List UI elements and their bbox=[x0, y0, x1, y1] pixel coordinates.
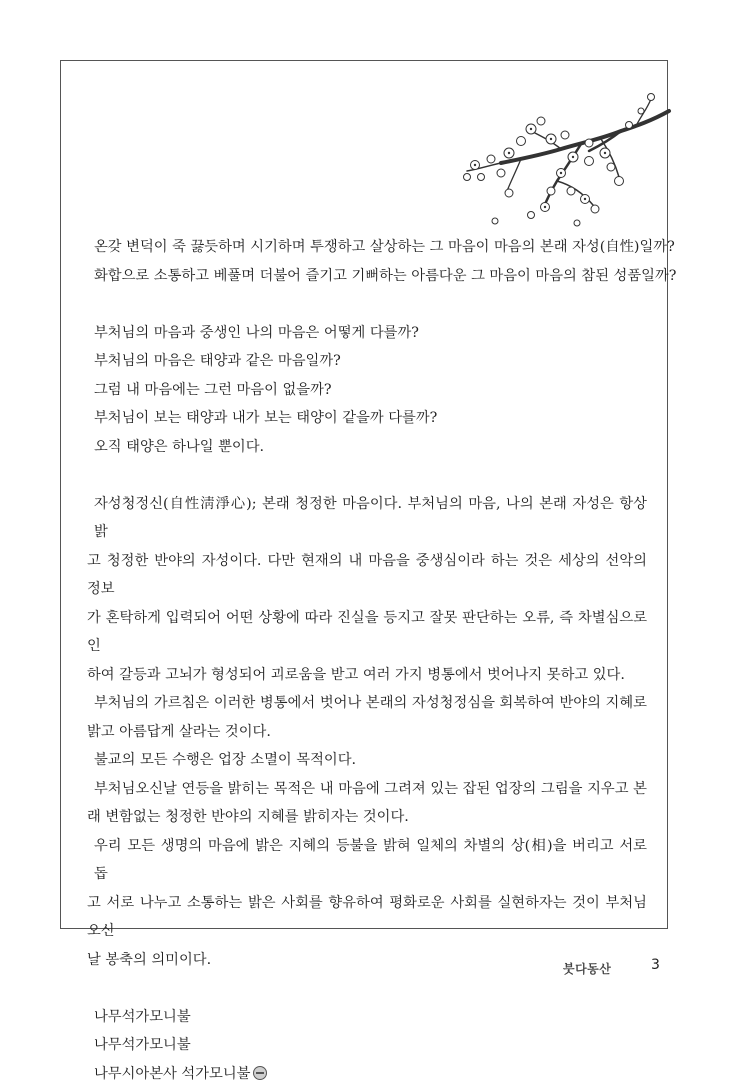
page-frame bbox=[60, 60, 668, 929]
closing-line bbox=[87, 1060, 647, 1088]
body-line: 불교의 모든 수행은 업장 소멸이 목적이다. bbox=[87, 746, 647, 775]
body-line: 오직 태양은 하나일 뿐이다. bbox=[87, 433, 647, 462]
body-line: 밝고 아름답게 살라는 것이다. bbox=[87, 718, 647, 747]
body-line: 부처님의 마음과 중생인 나의 마음은 어떻게 다를까? bbox=[87, 319, 647, 348]
body-line: 고 청정한 반야의 자성이다. 다만 현재의 내 마음을 중생심이라 하는 것은 세상의 선악의 정보 bbox=[87, 547, 647, 604]
body-line: 화합으로 소통하고 베풀며 더불어 즐기고 기뻐하는 아름다운 그 마음이 마음의 참된 성품일까? bbox=[87, 262, 647, 291]
page-number: 3 bbox=[651, 957, 660, 973]
closing-line: 나무석가모니불 bbox=[87, 1031, 647, 1060]
body-line: 우리 모든 생명의 마음에 밝은 지혜의 등불을 밝혀 일체의 차별의 상(相)을 버리고 서로 돕 bbox=[87, 832, 647, 889]
body-line: 그럼 내 마음에는 그런 마음이 없을까? bbox=[87, 376, 647, 405]
body-line: 온갖 변덕이 죽 끓듯하며 시기하며 투쟁하고 살상하는 그 마음이 마음의 본래 자성(自性)일까? bbox=[87, 233, 647, 262]
closing-line: 나무석가모니불 bbox=[87, 1003, 647, 1032]
closing-text: 나무시아본사 석가모니불 bbox=[94, 1066, 250, 1082]
body-line: 부처님이 보는 태양과 내가 보는 태양이 같을까 다를까? bbox=[87, 404, 647, 433]
body-line: 래 변함없는 청정한 반야의 지혜를 밝히자는 것이다. bbox=[87, 803, 647, 832]
body-line: 날 봉축의 의미이다. bbox=[87, 946, 647, 975]
body-line: 고 서로 나누고 소통하는 밝은 사회를 향유하여 평화로운 사회를 실현하자는 것이 부처님오신 bbox=[87, 889, 647, 946]
body-line: 부처님의 마음은 태양과 같은 마음일까? bbox=[87, 347, 647, 376]
body-line: 하여 갈등과 고뇌가 형성되어 괴로움을 받고 여러 가지 병통에서 벗어나지 못하고 있다. bbox=[87, 661, 647, 690]
body-line: 부처님의 가르침은 이러한 병통에서 벗어나 본래의 자성청정심을 회복하여 반야의 지혜로 bbox=[87, 689, 647, 718]
body-line: 자성청정신(自性淸淨心); 본래 청정한 마음이다. 부처님의 마음, 나의 본래 자성은 항상 밝 bbox=[87, 490, 647, 547]
body-line: 가 혼탁하게 입력되어 어떤 상황에 따라 진실을 등지고 잘못 판단하는 오류, 즉 차별심으로 인 bbox=[87, 604, 647, 661]
body-line: 부처님오신날 연등을 밝히는 목적은 내 마음에 그려져 있는 잡된 업장의 그림을 지우고 본 bbox=[87, 775, 647, 804]
plum-blossom-branch-icon bbox=[461, 81, 669, 256]
dharma-seal-icon bbox=[253, 1066, 267, 1080]
magazine-title: 붓다동산 bbox=[563, 960, 611, 977]
